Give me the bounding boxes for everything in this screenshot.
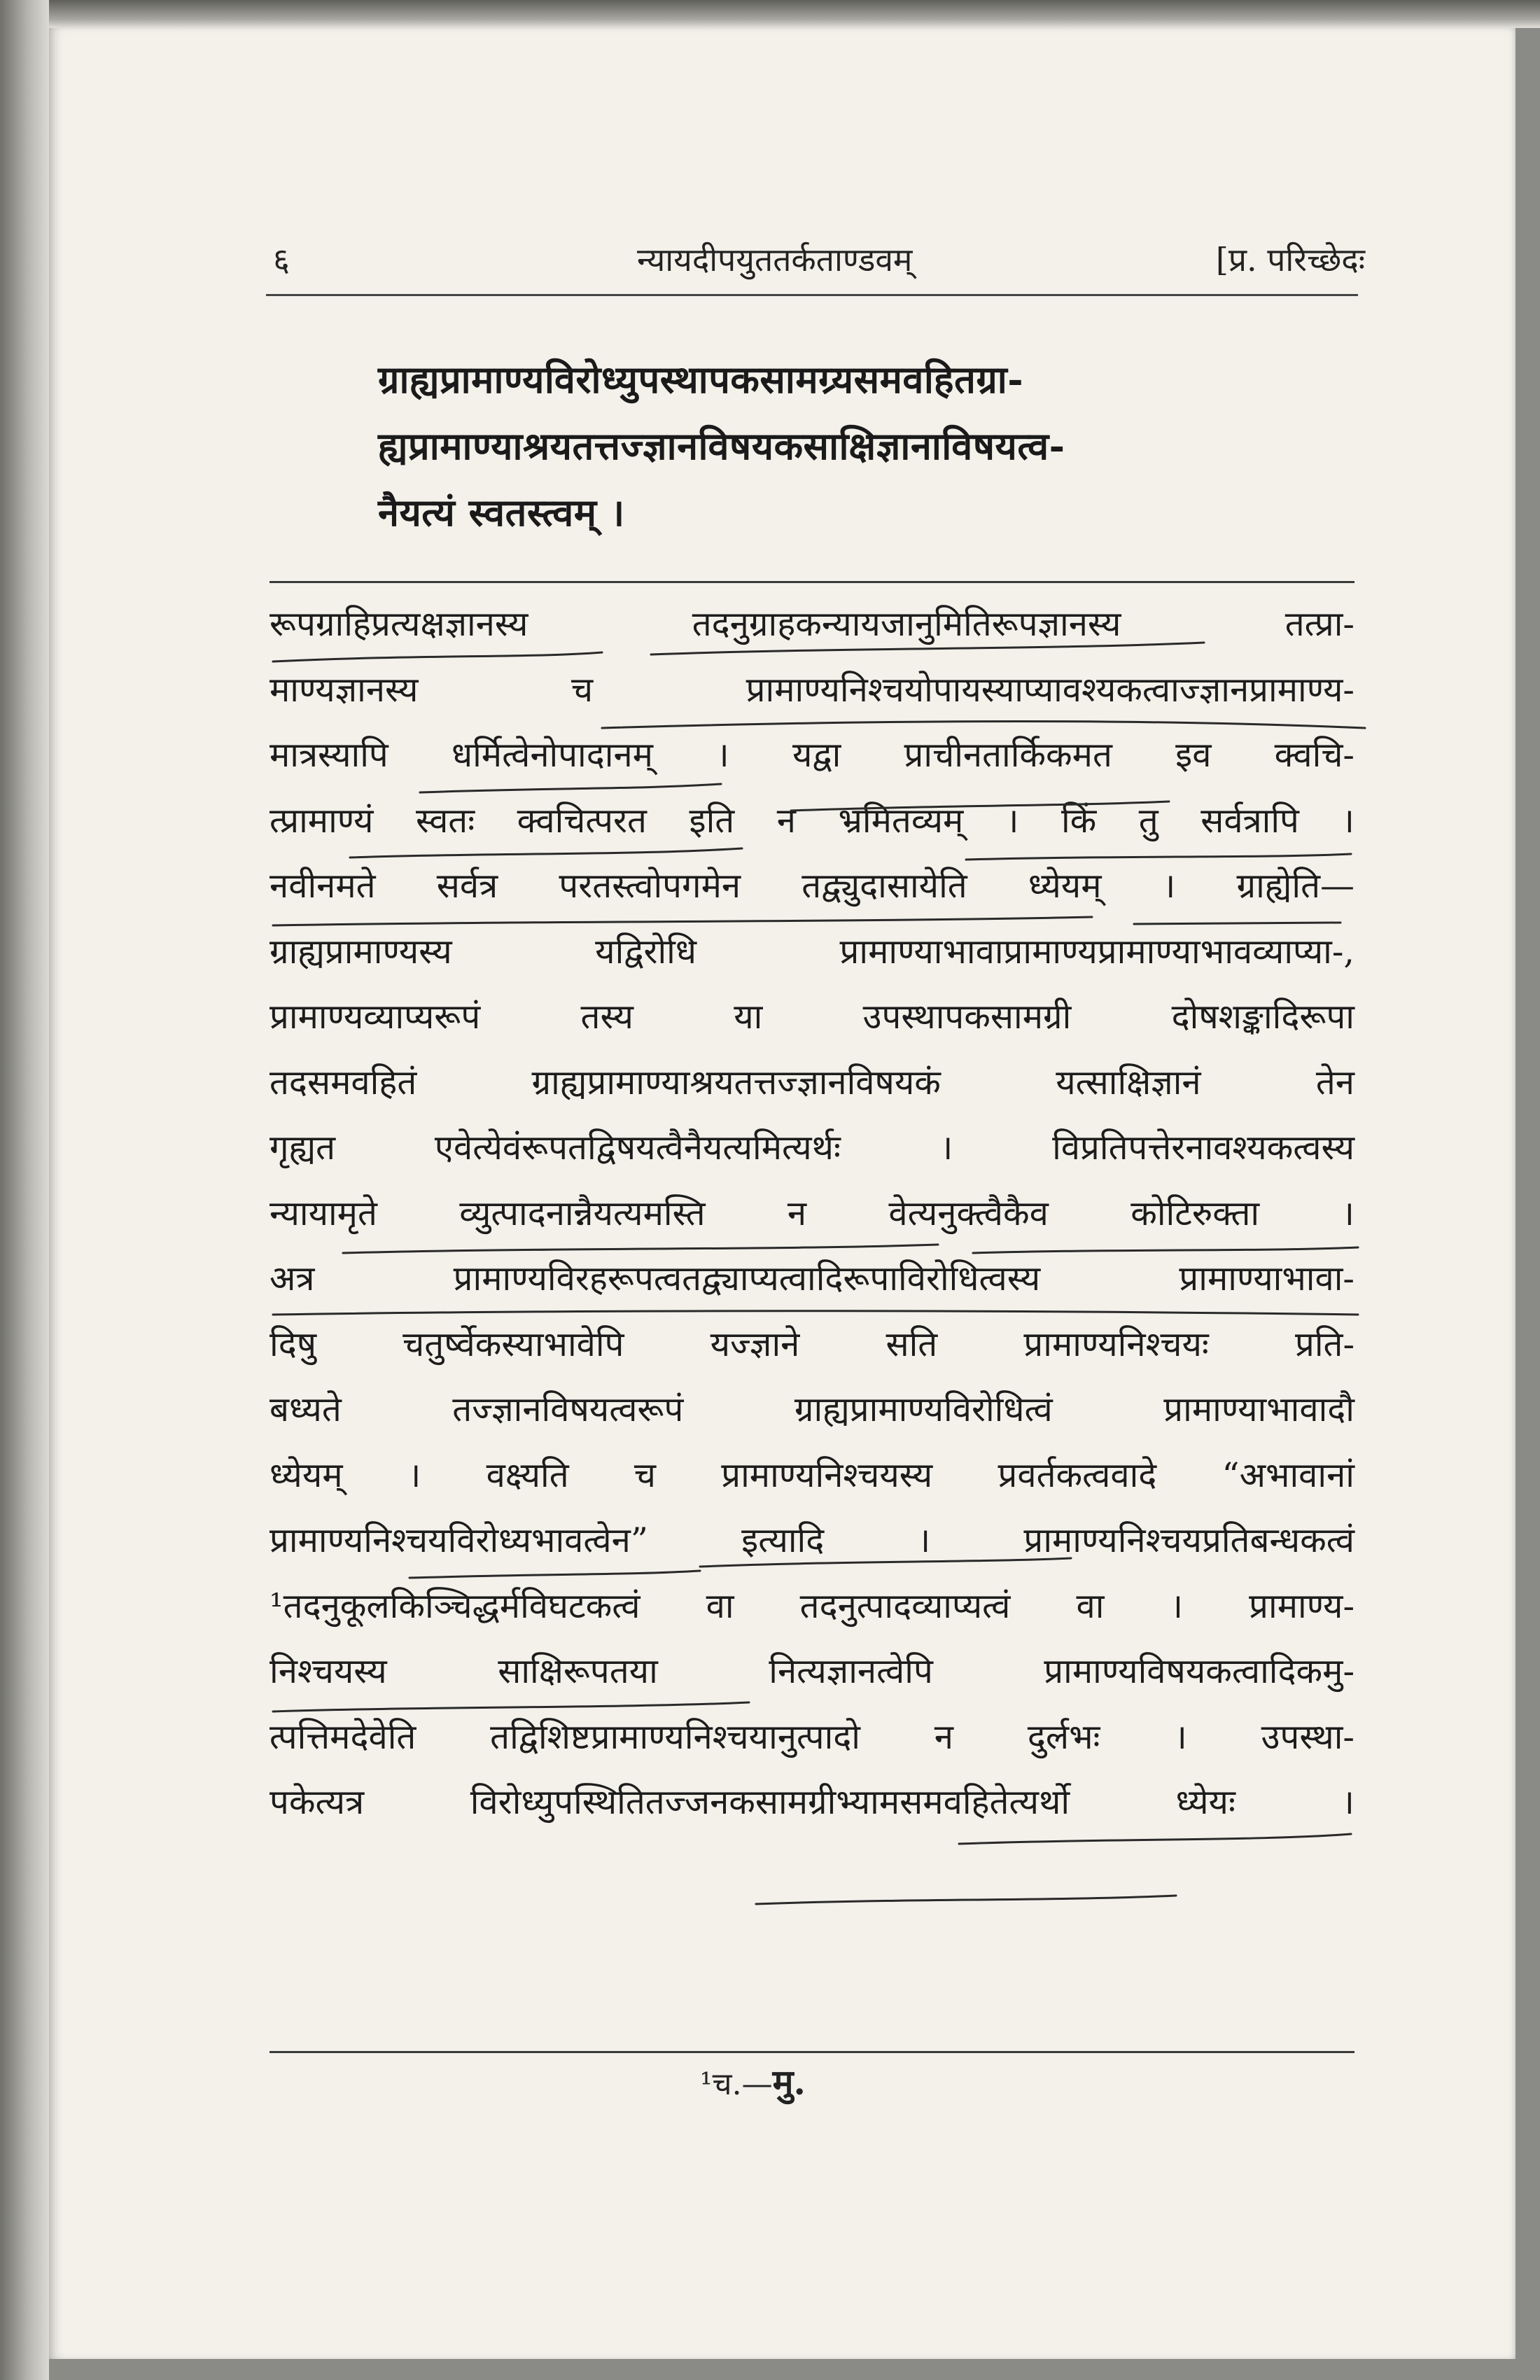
commentary-line: न्यायामृते व्युत्पादनान्नैयत्यमस्ति न वेत्यनुक्त्वैकैव कोटिरुक्ता । (270, 1193, 1354, 1233)
commentary-line: रूपग्राहिप्रत्यक्षज्ञानस्य तदनुग्राहकन्यायजानुमितिरूपज्ञानस्य तत्प्रा- (270, 604, 1354, 644)
page-number: ६ (273, 241, 290, 279)
commentary-line: त्पत्तिमदेवेति तद्विशिष्टप्रामाण्यनिश्चयानुत्पादो न दुर्लभः । उपस्था- (270, 1716, 1354, 1757)
footnote-rule (270, 2051, 1354, 2053)
commentary-line: माण्यज्ञानस्य च प्रामाण्यनिश्चयोपायस्याप्यावश्यकत्वाज्ज्ञानप्रामाण्य- (270, 669, 1354, 710)
commentary-line: ¹तदनुकूलकिञ्चिद्धर्मविघटकत्वं वा तदनुत्पादव्याप्यत्वं वा । प्रामाण्य- (270, 1586, 1354, 1626)
footnote (700, 2062, 806, 2106)
scan-top-edge (0, 0, 1540, 28)
commentary-line: प्रामाण्यनिश्चयविरोध्यभावत्वेन” इत्यादि । प्रामाण्यनिश्चयप्रतिबन्धकत्वं (270, 1520, 1354, 1560)
commentary-line: ग्राह्यप्रामाण्यस्य यद्विरोधि प्रामाण्याभावाप्रामाण्यप्रामाण्याभावव्याप्या-, (270, 931, 1354, 972)
commentary-line: बध्यते तज्ज्ञानविषयत्वरूपं ग्राह्यप्रामाण्यविरोधित्वं प्रामाण्याभावादौ (270, 1390, 1354, 1429)
scan-left-edge (0, 0, 49, 2380)
commentary-line: ध्येयम् । वक्ष्यति च प्रामाण्यनिश्चयस्य प्रवर्तकत्ववादे “अभावानां (270, 1455, 1354, 1495)
chapter-label: [प्र. परिच्छेदः (1215, 241, 1365, 279)
body-rule (270, 581, 1354, 583)
commentary-text (270, 592, 1354, 1835)
commentary-line: त्प्रामाण्यं स्वतः क्वचित्परत इति न भ्रमितव्यम् । किं तु सर्वत्रापि । (270, 800, 1354, 841)
commentary-line: निश्चयस्य साक्षिरूपतया नित्यज्ञानत्वेपि प्रामाण्यविषयकत्वादिकमु- (270, 1651, 1354, 1691)
book-title: न्यायदीपयुततर्कताण्डवम् (637, 241, 913, 279)
footnote-marker: ¹ (700, 2066, 713, 2102)
commentary-line: पकेत्यत्र विरोध्युपस्थितितज्जनकसामग्रीभ्यामसमवहितेत्यर्थो ध्येयः । (270, 1782, 1354, 1822)
sutra-line: नैयत्यं स्वतस्त्वम् । (378, 490, 625, 535)
footnote-text: च.— (712, 2066, 773, 2102)
commentary-line: दिषु चतुर्ष्वेकस्याभावेपि यज्ज्ञाने सति प्रामाण्यनिश्चयः प्रति- (270, 1324, 1354, 1364)
commentary-line: प्रामाण्यव्याप्यरूपं तस्य या उपस्थापकसामग्री दोषशङ्कादिरूपा (270, 997, 1354, 1037)
footnote-bold-text: मु. (772, 2062, 806, 2103)
running-header (273, 234, 1365, 290)
commentary-line: नवीनमते सर्वत्र परतस्त्वोपगमेन तद्व्युदासायेति ध्येयम् । ग्राह्येति— (270, 866, 1354, 906)
commentary-line: मात्रस्यापि धर्मित्वेनोपादानम् । यद्वा प्राचीनतार्किकमत इव क्वचि- (270, 735, 1354, 775)
header-rule (266, 294, 1358, 296)
sutra-line: ह्यप्रामाण्याश्रयतत्तज्ज्ञानविषयकसाक्षिज्ञानाविषयत्व- (378, 424, 1065, 468)
commentary-line: अत्र प्रामाण्यविरहरूपत्वतद्व्याप्यत्वादिरूपाविरोधित्वस्य प्रामाण्याभावा- (270, 1259, 1354, 1298)
sutra-line: ग्राह्यप्रामाण्यविरोध्युपस्थापकसामग्र्यसमवहितग्रा- (378, 357, 1024, 402)
commentary-line: गृह्यत एवेत्येवंरूपतद्विषयत्वैनैयत्यमित्यर्थः । विप्रतिपत्तेरनावश्यकत्वस्य (270, 1128, 1354, 1168)
commentary-line: तदसमवहितं ग्राह्यप्रामाण्याश्रयतत्तज्ज्ञानविषयकं यत्साक्षिज्ञानं तेन (270, 1062, 1354, 1102)
sutra-text (378, 346, 1372, 546)
